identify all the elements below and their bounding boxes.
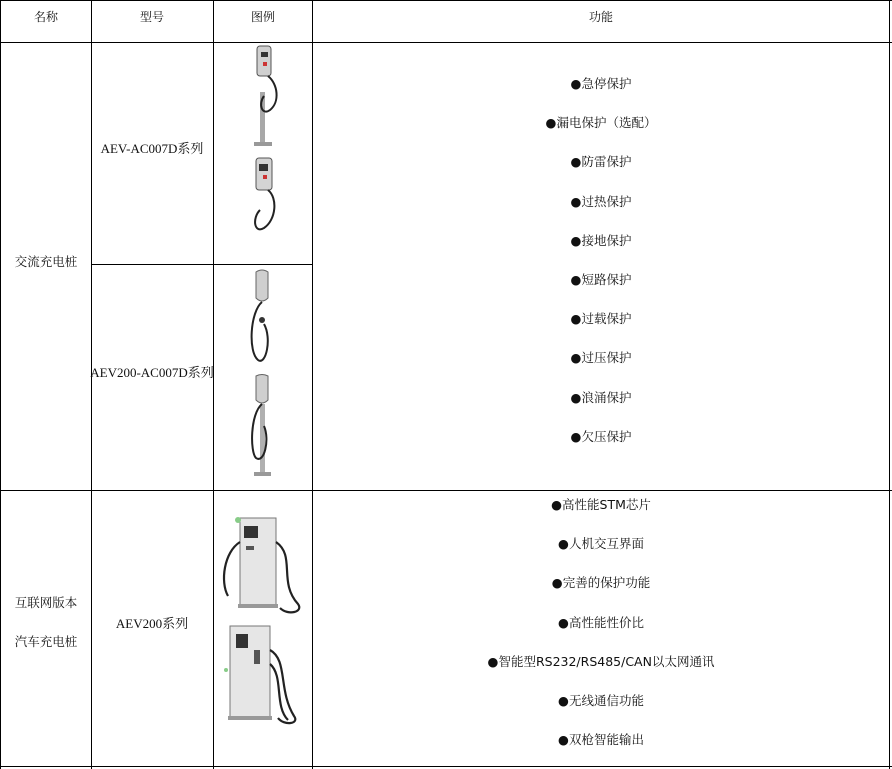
function-item: ●高性能性价比 — [558, 614, 644, 630]
dc-charger-name-line1: 互联网版本 — [14, 595, 78, 610]
table-bottom-border — [0, 766, 892, 767]
header-model: 型号 — [139, 10, 165, 24]
function-item: ●浪涌保护 — [570, 389, 632, 405]
ac-model-1: AEV-AC007D系列 — [100, 141, 204, 156]
function-item: ●人机交互界面 — [558, 536, 644, 552]
ac-pillar-image-1 — [244, 268, 280, 368]
function-item: ●双枪智能输出 — [558, 732, 644, 748]
ac-pillar-image-2 — [244, 374, 280, 478]
dc-model: AEV200系列 — [115, 616, 189, 631]
header-bottom-border — [0, 42, 892, 43]
function-item: ●漏电保护（选配） — [545, 115, 657, 131]
col-divider-1 — [91, 0, 92, 769]
function-item: ●接地保护 — [570, 232, 632, 248]
ac-charger-name: 交流充电桩 — [14, 254, 78, 269]
col-divider-3 — [312, 0, 313, 769]
header-image: 图例 — [250, 10, 276, 24]
function-item: ●急停保护 — [570, 76, 632, 91]
header-name: 名称 — [33, 10, 59, 24]
dc-charger-image-1 — [218, 512, 310, 618]
ac-wallbox-image — [244, 154, 286, 234]
ac-wallbox-pole-image — [244, 44, 286, 150]
function-item: ●过热保护 — [570, 193, 632, 209]
function-item: ●欠压保护 — [570, 428, 632, 444]
row-divider — [0, 490, 892, 491]
function-item: ●过载保护 — [570, 311, 632, 327]
function-item: ●智能型RS232/RS485/CAN以太网通讯 — [487, 653, 715, 669]
function-item: ●完善的保护功能 — [551, 575, 651, 591]
function-item: ●无线通信功能 — [558, 693, 644, 708]
table-left-border — [0, 0, 1, 769]
dc-charger-name-line2: 汽车充电桩 — [14, 634, 78, 649]
header-function: 功能 — [588, 10, 614, 24]
ac-model-2: AEV200-AC007D系列 — [90, 365, 214, 380]
ac-inner-divider — [91, 264, 313, 265]
function-item: ●过压保护 — [570, 350, 632, 366]
table-right-border — [889, 0, 890, 769]
dc-charger-image-2 — [218, 620, 310, 728]
table-top-border — [0, 0, 892, 1]
function-item: ●高性能STM芯片 — [551, 497, 651, 512]
function-item: ●短路保护 — [570, 272, 632, 287]
function-item: ●防雷保护 — [570, 154, 632, 170]
col-divider-2 — [213, 0, 214, 769]
